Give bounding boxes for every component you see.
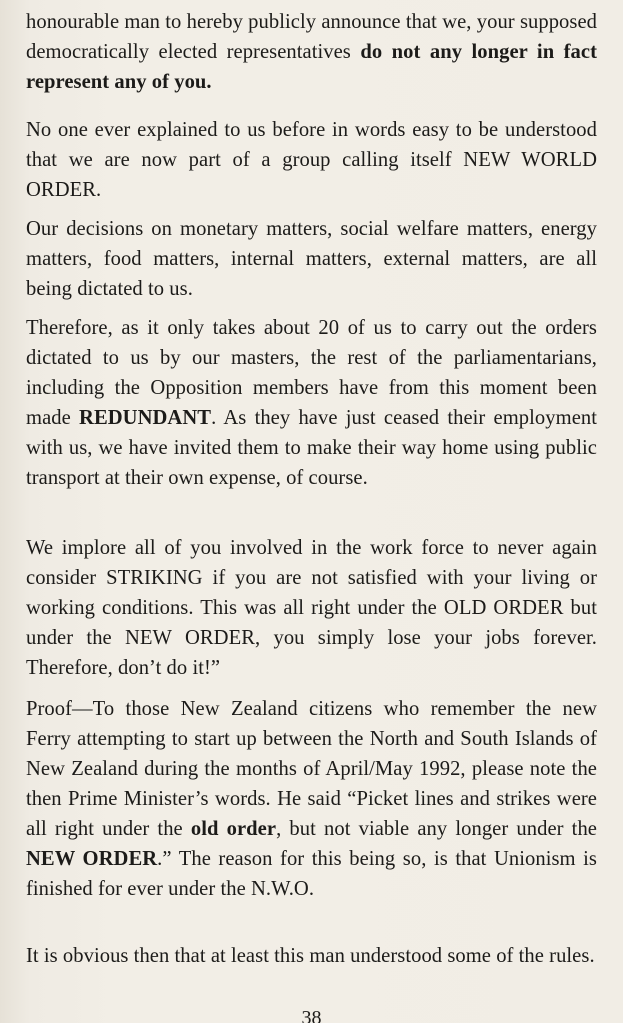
bold-text-run: old order — [190, 818, 277, 840]
page-number: 38 — [301, 1007, 322, 1023]
text-run: .” The reason for this being so, is that Unionism is finished for ever under the N.W.O. — [26, 848, 597, 900]
text-run: . As they have just ceased their employment with us, we have invited them to make their way home using public transport at their own expense, of course. — [26, 407, 597, 489]
text-run: honourable man to hereby publicly announce that we, your supposed democratically elected representatives — [26, 11, 597, 63]
bold-text-run: NEW ORDER — [26, 848, 158, 870]
text-run: No one ever explained to us before in words easy to be understood that we are now part of a group calling itself NEW WORLD ORDER. — [26, 119, 597, 201]
text-run: Therefore, as it only takes about 20 of us to carry out the orders dictated to us by our masters, the rest of the parliamentarians, including the Opposition members have from this moment been made — [26, 317, 597, 429]
text-run: Proof—To those New Zealand citizens who remember the new Ferry attempting to start up between the North and South Islands of New Zealand during the months of April/May 1992, please note the then Prime Minister’s words. He said “Picket lines and strikes were all right under the — [26, 698, 597, 840]
paragraph-new-world-order — [26, 115, 597, 205]
paragraph-proof — [26, 694, 597, 904]
paragraph-decisions — [26, 214, 597, 304]
text-run: It is obvious then that at least this man understood some of the rules. — [26, 945, 595, 967]
paragraph-redundant — [26, 313, 597, 493]
paragraph-announcement — [26, 7, 597, 97]
paragraph-conclusion — [26, 941, 597, 971]
text-run: , but not viable any longer under the — [276, 818, 597, 840]
text-run: We implore all of you involved in the work force to never again consider STRIKING if you are not satisfied with your living or working conditions. This was all right under the OLD ORDER but under the NEW ORDER, you simply lose your jobs forever. Therefore, don’t do it!” — [26, 537, 597, 679]
text-run: Our decisions on monetary matters, social welfare matters, energy matters, food matters, internal matters, external matters, are all being dictated to us. — [26, 218, 597, 300]
paragraph-striking — [26, 533, 597, 683]
bold-text-run: do not any longer in fact represent any of you. — [26, 41, 598, 93]
bold-text-run: REDUNDANT — [79, 407, 212, 429]
